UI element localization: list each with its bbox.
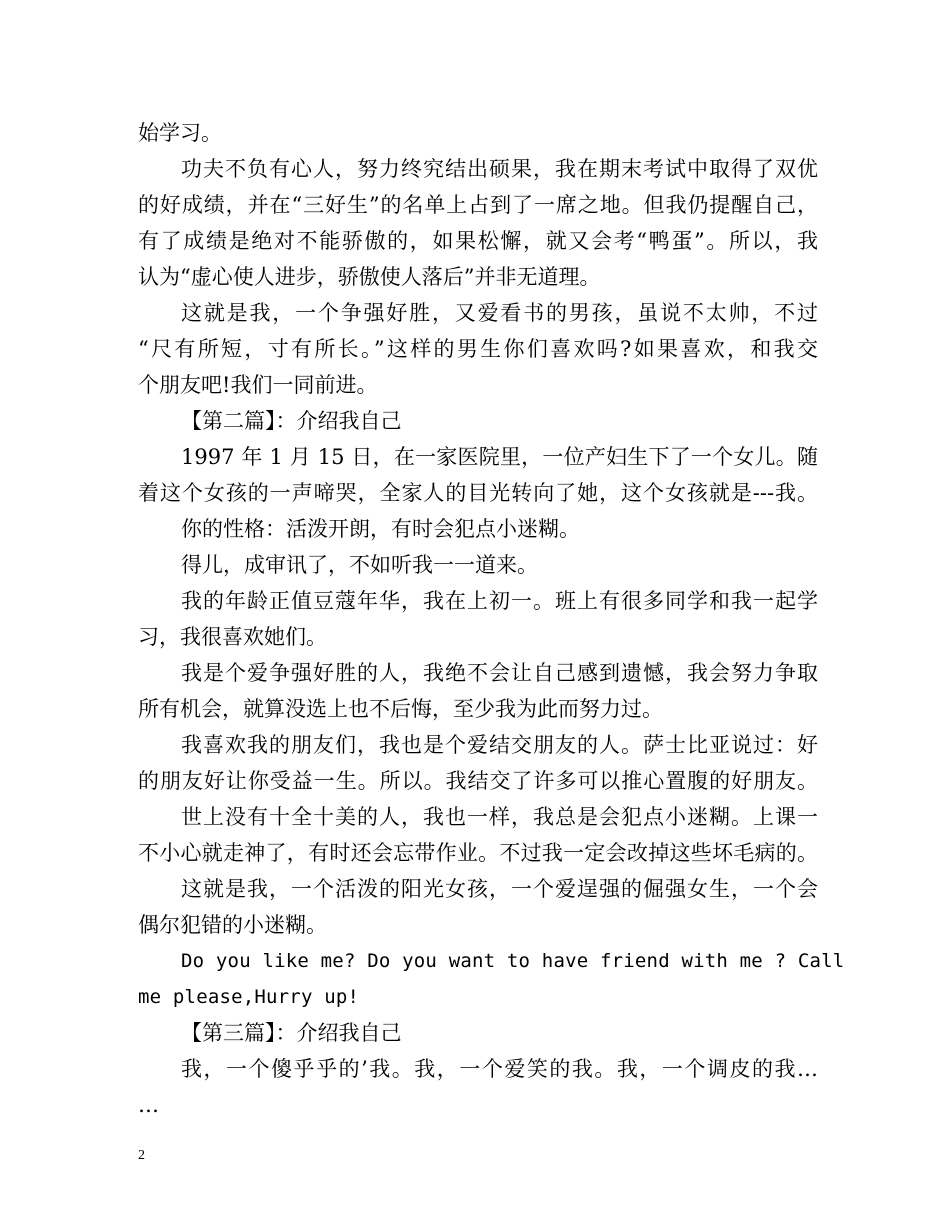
english-paragraph-line: Do you like me? Do you want to have friend with me ? Call xyxy=(181,950,845,972)
english-text-line: me please,Hurry up! xyxy=(138,986,360,1008)
paragraph-line: 1997 年 1 月 15 日，在一家医院里，一位产妇生下了一个女儿。随 xyxy=(181,445,818,469)
text-line: 着这个女孩的一声啼哭，全家人的目光转向了她，这个女孩就是---我。 xyxy=(138,481,818,505)
paragraph-line: 世上没有十全十美的人，我也一样，我总是会犯点小迷糊。上课一 xyxy=(181,805,818,829)
paragraph-line: 功夫不负有心人，努力终究结出硕果，我在期末考试中取得了双优 xyxy=(181,157,818,181)
text-line: 认为“虚心使人进步，骄傲使人落后”并非无道理。 xyxy=(138,265,601,289)
text-line: “尺有所短，寸有所长。”这样的男生你们喜欢吗?如果喜欢，和我交 xyxy=(138,337,818,361)
section-heading-2: 【第二篇】：介绍我自己 xyxy=(181,409,402,433)
text-line: 个朋友吧!我们一同前进。 xyxy=(138,373,378,397)
page-number: 2 xyxy=(138,1148,145,1163)
section-heading-3: 【第三篇】：介绍我自己 xyxy=(181,1021,402,1045)
text-line: 不小心就走神了，有时还会忘带作业。不过我一定会改掉这些坏毛病的。 xyxy=(138,841,818,865)
paragraph-line: 我的年龄正值豆蔻年华，我在上初一。班上有很多同学和我一起学 xyxy=(181,589,818,613)
paragraph-line: 我，一个傻乎乎的’我。我，一个爱笑的我。我，一个调皮的我… xyxy=(181,1057,818,1081)
paragraph-line: 我是个爱争强好胜的人，我绝不会让自己感到遗憾，我会努力争取 xyxy=(181,661,818,685)
text-line: 始学习。 xyxy=(138,121,222,145)
text-line: 所有机会，就算没选上也不后悔，至少我为此而努力过。 xyxy=(138,697,663,721)
text-line: 偶尔犯错的小迷糊。 xyxy=(138,913,327,937)
text-line: 有了成绩是绝对不能骄傲的，如果松懈，就又会考“鸭蛋”。所以，我 xyxy=(138,229,818,253)
paragraph-line: 得儿，成审讯了，不如听我一一道来。 xyxy=(181,553,538,577)
paragraph-line: 你的性格：活泼开朗，有时会犯点小迷糊。 xyxy=(181,517,580,541)
text-line: 的朋友好让你受益一生。所以。我结交了许多可以推心置腹的好朋友。 xyxy=(138,769,818,793)
text-line: 习，我很喜欢她们。 xyxy=(138,625,327,649)
paragraph-line: 这就是我，一个争强好胜，又爱看书的男孩，虽说不太帅，不过 xyxy=(181,301,818,325)
paragraph-line: 我喜欢我的朋友们，我也是个爱结交朋友的人。萨士比亚说过：好 xyxy=(181,733,818,757)
document-body xyxy=(138,115,845,1123)
text-line: 的好成绩，并在“三好生”的名单上占到了一席之地。但我仍提醒自己， xyxy=(138,193,818,217)
paragraph-line: 这就是我，一个活泼的阳光女孩，一个爱逞强的倔强女生，一个会 xyxy=(181,877,818,901)
text-line: … xyxy=(138,1093,159,1117)
